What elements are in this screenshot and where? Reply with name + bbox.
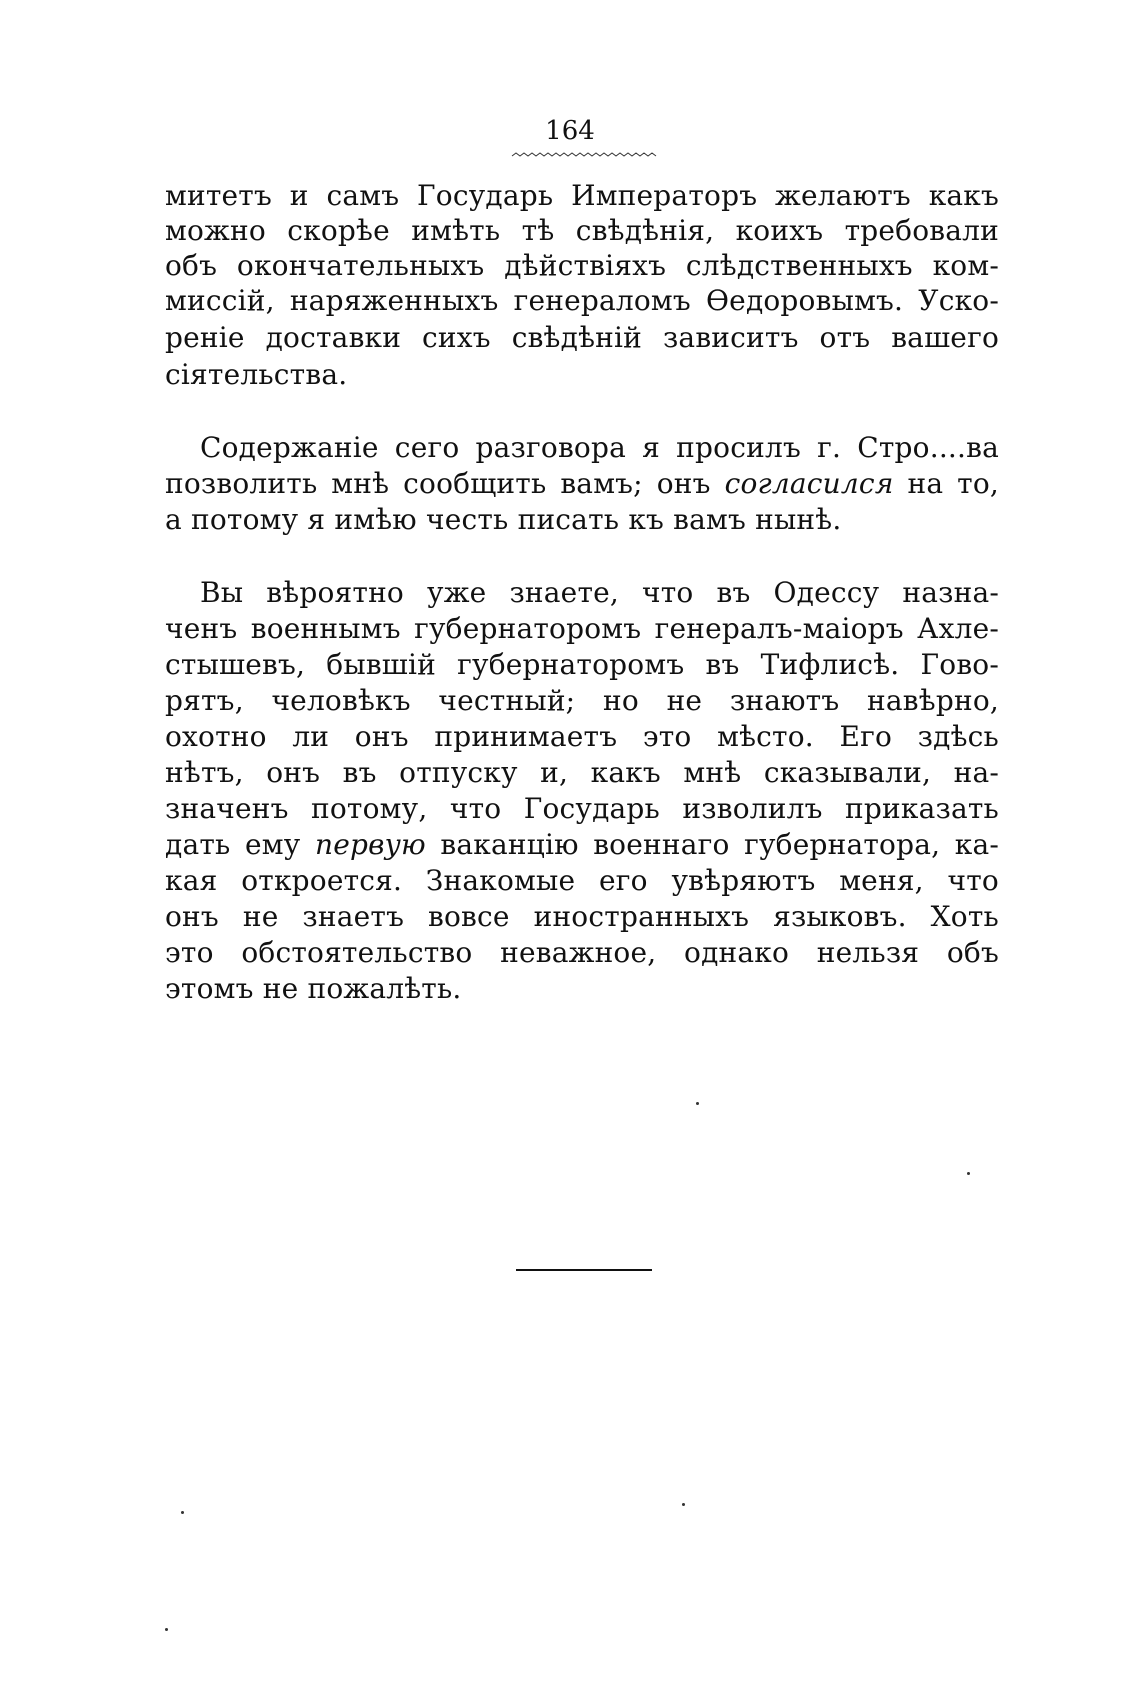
page-number-ornament <box>510 150 660 160</box>
text-line: значенъ потому, что Государь изволилъ приказать <box>165 792 999 825</box>
text-line: митетъ и самъ Государь Императоръ желаютъ какъ <box>165 179 999 212</box>
text-line-with-italic <box>165 464 999 504</box>
text-line: Содержаніе сего разговора я просилъ г. Стро....ва <box>200 431 999 464</box>
text-line: рятъ, человѣкъ честный; но не знаютъ навѣрно, <box>165 684 999 717</box>
paper-speck <box>696 1102 699 1105</box>
end-rule <box>516 1269 652 1271</box>
page-number: 164 <box>545 116 595 146</box>
paper-speck <box>682 1503 685 1506</box>
text-line-with-italic <box>165 825 999 865</box>
paper-speck <box>967 1172 970 1175</box>
text-line: этомъ не пожалѣть. <box>165 972 462 1005</box>
paper-speck <box>181 1511 184 1514</box>
text-line: охотно ли онъ принимаетъ это мѣсто. Его здѣсь <box>165 720 999 753</box>
text-segment: дать ему <box>165 828 315 861</box>
text-line: ченъ военнымъ губернаторомъ генералъ-маіоръ Ахле- <box>165 612 999 645</box>
italic-word: согласился <box>724 467 894 500</box>
text-segment: позволить мнѣ сообщить вамъ; онъ <box>165 467 725 500</box>
paper-speck <box>165 1628 168 1631</box>
text-line: Вы вѣроятно уже знаете, что въ Одессу назна- <box>200 576 999 609</box>
text-segment: на то, <box>893 467 999 500</box>
text-line: стышевъ, бывшій губернаторомъ въ Тифлисѣ. Гово- <box>165 648 999 681</box>
text-line: реніе доставки сихъ свѣдѣній зависитъ отъ вашего <box>165 321 999 354</box>
text-line: миссій, наряженныхъ генераломъ Ѳедоровымъ. Уско- <box>165 284 999 317</box>
text-line: а потому я имѣю честь писать къ вамъ нынѣ. <box>165 503 842 536</box>
text-line: онъ не знаетъ вовсе иностранныхъ языковъ. Хоть <box>165 900 999 933</box>
italic-word: первую <box>314 828 426 861</box>
text-line: можно скорѣе имѣть тѣ свѣдѣнія, коихъ требовали <box>165 214 999 247</box>
text-line: сіятельства. <box>165 358 348 391</box>
text-line: объ окончательныхъ дѣйствіяхъ слѣдственныхъ ком- <box>165 249 999 282</box>
text-line: кая откроется. Знакомые его увѣряютъ меня, что <box>165 864 999 897</box>
text-line: нѣтъ, онъ въ отпуску и, какъ мнѣ сказывали, на- <box>165 756 999 789</box>
text-segment: ваканцію военнаго губернатора, ка- <box>425 828 999 861</box>
text-line: это обстоятельство неважное, однако нельзя объ <box>165 936 999 969</box>
